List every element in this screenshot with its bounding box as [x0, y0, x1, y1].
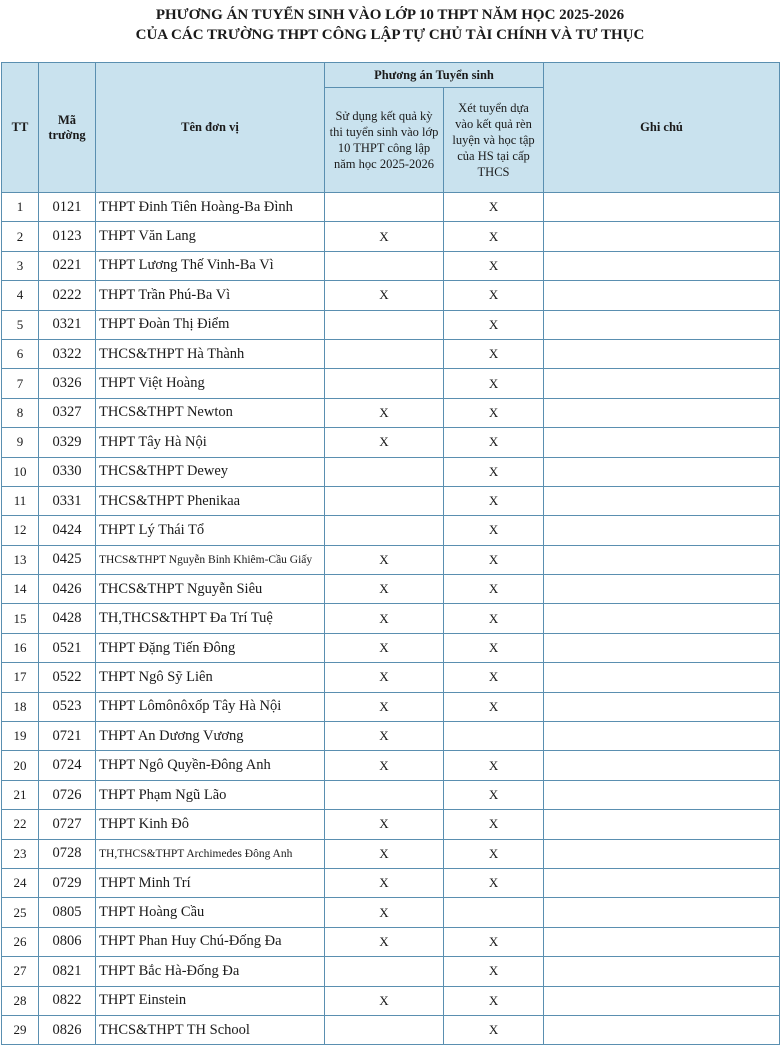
cell-ghi-chu — [544, 633, 780, 662]
table-row — [2, 369, 780, 398]
cell-xet-tuyen: X — [444, 545, 544, 574]
cell-ten-don-vi: THPT Lômônôxốp Tây Hà Nội — [96, 692, 325, 721]
cell-ten-don-vi: THCS&THPT TH School — [96, 1015, 325, 1044]
table-row — [2, 428, 780, 457]
cell-ma-truong: 0327 — [39, 398, 96, 427]
cell-su-dung-ket-qua-thi: X — [325, 604, 444, 633]
table-row — [2, 751, 780, 780]
header-phuong-an: Phương án Tuyển sinh — [325, 63, 544, 88]
cell-ten-don-vi: THPT Ngô Quyền-Đông Anh — [96, 751, 325, 780]
cell-ma-truong: 0428 — [39, 604, 96, 633]
cell-ten-don-vi: THPT Đinh Tiên Hoàng-Ba Đình — [96, 193, 325, 222]
cell-tt: 18 — [2, 692, 39, 721]
cell-su-dung-ket-qua-thi — [325, 780, 444, 809]
cell-su-dung-ket-qua-thi: X — [325, 751, 444, 780]
cell-su-dung-ket-qua-thi — [325, 310, 444, 339]
table-row — [2, 663, 780, 692]
cell-ma-truong: 0522 — [39, 663, 96, 692]
cell-su-dung-ket-qua-thi: X — [325, 398, 444, 427]
cell-su-dung-ket-qua-thi: X — [325, 927, 444, 956]
table-row — [2, 986, 780, 1015]
cell-xet-tuyen: X — [444, 868, 544, 897]
cell-ghi-chu — [544, 604, 780, 633]
cell-su-dung-ket-qua-thi — [325, 369, 444, 398]
cell-tt: 8 — [2, 398, 39, 427]
cell-tt: 14 — [2, 575, 39, 604]
cell-ten-don-vi: THPT Bắc Hà-Đống Đa — [96, 957, 325, 986]
header-tt: TT — [2, 63, 39, 193]
cell-su-dung-ket-qua-thi: X — [325, 692, 444, 721]
cell-ma-truong: 0222 — [39, 281, 96, 310]
table-row — [2, 339, 780, 368]
cell-ma-truong: 0123 — [39, 222, 96, 251]
cell-ten-don-vi: THCS&THPT Nguyễn Bỉnh Khiêm-Cầu Giấy — [96, 545, 325, 574]
cell-ten-don-vi: THPT Ngô Sỹ Liên — [96, 663, 325, 692]
cell-ghi-chu — [544, 222, 780, 251]
cell-tt: 28 — [2, 986, 39, 1015]
cell-tt: 1 — [2, 193, 39, 222]
cell-ma-truong: 0321 — [39, 310, 96, 339]
cell-ma-truong: 0805 — [39, 898, 96, 927]
cell-ma-truong: 0426 — [39, 575, 96, 604]
cell-tt: 19 — [2, 722, 39, 751]
cell-xet-tuyen: X — [444, 398, 544, 427]
cell-xet-tuyen: X — [444, 575, 544, 604]
cell-ghi-chu — [544, 986, 780, 1015]
cell-ma-truong: 0121 — [39, 193, 96, 222]
table-row — [2, 281, 780, 310]
table-row — [2, 692, 780, 721]
cell-ghi-chu — [544, 780, 780, 809]
cell-ma-truong: 0523 — [39, 692, 96, 721]
table-body — [2, 193, 780, 1045]
cell-ten-don-vi: THPT Kinh Đô — [96, 810, 325, 839]
cell-ghi-chu — [544, 251, 780, 280]
cell-ma-truong: 0724 — [39, 751, 96, 780]
cell-su-dung-ket-qua-thi: X — [325, 633, 444, 662]
cell-ma-truong: 0329 — [39, 428, 96, 457]
cell-su-dung-ket-qua-thi: X — [325, 545, 444, 574]
cell-xet-tuyen: X — [444, 428, 544, 457]
cell-su-dung-ket-qua-thi: X — [325, 222, 444, 251]
cell-su-dung-ket-qua-thi — [325, 516, 444, 545]
cell-ghi-chu — [544, 486, 780, 515]
cell-ghi-chu — [544, 927, 780, 956]
document-title-line-2: CỦA CÁC TRƯỜNG THPT CÔNG LẬP TỰ CHỦ TÀI CHÍNH VÀ TƯ THỤC — [135, 27, 645, 43]
cell-ten-don-vi: THPT Trần Phú-Ba Vì — [96, 281, 325, 310]
cell-xet-tuyen — [444, 722, 544, 751]
cell-ten-don-vi: THPT Việt Hoàng — [96, 369, 325, 398]
table-row — [2, 222, 780, 251]
table-row — [2, 486, 780, 515]
table-row — [2, 810, 780, 839]
cell-ten-don-vi: THCS&THPT Dewey — [96, 457, 325, 486]
cell-su-dung-ket-qua-thi: X — [325, 839, 444, 868]
cell-tt: 23 — [2, 839, 39, 868]
cell-ten-don-vi: TH,THCS&THPT Archimedes Đông Anh — [96, 839, 325, 868]
cell-tt: 2 — [2, 222, 39, 251]
cell-tt: 25 — [2, 898, 39, 927]
cell-su-dung-ket-qua-thi: X — [325, 810, 444, 839]
cell-ten-don-vi: THCS&THPT Newton — [96, 398, 325, 427]
cell-xet-tuyen: X — [444, 1015, 544, 1044]
cell-ma-truong: 0330 — [39, 457, 96, 486]
cell-su-dung-ket-qua-thi: X — [325, 986, 444, 1015]
cell-xet-tuyen: X — [444, 751, 544, 780]
cell-ten-don-vi: THPT Minh Trí — [96, 868, 325, 897]
cell-ma-truong: 0331 — [39, 486, 96, 515]
cell-ten-don-vi: THPT Lương Thế Vinh-Ba Vì — [96, 251, 325, 280]
table-row — [2, 545, 780, 574]
cell-ghi-chu — [544, 1015, 780, 1044]
cell-ma-truong: 0821 — [39, 957, 96, 986]
table-row — [2, 839, 780, 868]
cell-tt: 16 — [2, 633, 39, 662]
cell-tt: 4 — [2, 281, 39, 310]
cell-ghi-chu — [544, 281, 780, 310]
cell-xet-tuyen: X — [444, 222, 544, 251]
cell-ghi-chu — [544, 810, 780, 839]
cell-ghi-chu — [544, 428, 780, 457]
cell-tt: 27 — [2, 957, 39, 986]
cell-tt: 17 — [2, 663, 39, 692]
cell-su-dung-ket-qua-thi — [325, 193, 444, 222]
cell-ma-truong: 0425 — [39, 545, 96, 574]
cell-ten-don-vi: THPT Hoàng Cầu — [96, 898, 325, 927]
cell-ma-truong: 0726 — [39, 780, 96, 809]
cell-xet-tuyen: X — [444, 692, 544, 721]
cell-tt: 11 — [2, 486, 39, 515]
cell-tt: 24 — [2, 868, 39, 897]
cell-tt: 3 — [2, 251, 39, 280]
cell-ghi-chu — [544, 663, 780, 692]
cell-ten-don-vi: TH,THCS&THPT Đa Trí Tuệ — [96, 604, 325, 633]
cell-ma-truong: 0727 — [39, 810, 96, 839]
cell-ghi-chu — [544, 898, 780, 927]
cell-tt: 6 — [2, 339, 39, 368]
cell-su-dung-ket-qua-thi — [325, 339, 444, 368]
cell-ten-don-vi: THPT Einstein — [96, 986, 325, 1015]
cell-tt: 12 — [2, 516, 39, 545]
cell-ma-truong: 0721 — [39, 722, 96, 751]
cell-ma-truong: 0826 — [39, 1015, 96, 1044]
cell-su-dung-ket-qua-thi — [325, 957, 444, 986]
table-row — [2, 251, 780, 280]
table-row — [2, 604, 780, 633]
cell-ma-truong: 0221 — [39, 251, 96, 280]
cell-xet-tuyen — [444, 898, 544, 927]
cell-ma-truong: 0326 — [39, 369, 96, 398]
cell-ten-don-vi: THPT Đặng Tiến Đông — [96, 633, 325, 662]
cell-ghi-chu — [544, 457, 780, 486]
cell-ghi-chu — [544, 957, 780, 986]
cell-xet-tuyen: X — [444, 633, 544, 662]
table-row — [2, 957, 780, 986]
cell-xet-tuyen: X — [444, 810, 544, 839]
cell-ten-don-vi: THPT Lý Thái Tổ — [96, 516, 325, 545]
cell-ghi-chu — [544, 398, 780, 427]
cell-ten-don-vi: THCS&THPT Nguyễn Siêu — [96, 575, 325, 604]
cell-su-dung-ket-qua-thi: X — [325, 428, 444, 457]
cell-tt: 7 — [2, 369, 39, 398]
cell-ma-truong: 0729 — [39, 868, 96, 897]
admissions-table — [1, 62, 780, 1045]
header-ma-truong: Mã trường — [39, 63, 96, 193]
table-row — [2, 457, 780, 486]
cell-ten-don-vi: THPT An Dương Vương — [96, 722, 325, 751]
cell-xet-tuyen: X — [444, 281, 544, 310]
cell-ghi-chu — [544, 839, 780, 868]
cell-su-dung-ket-qua-thi: X — [325, 663, 444, 692]
cell-ma-truong: 0822 — [39, 986, 96, 1015]
table-row — [2, 633, 780, 662]
cell-xet-tuyen: X — [444, 986, 544, 1015]
cell-su-dung-ket-qua-thi — [325, 251, 444, 280]
cell-tt: 9 — [2, 428, 39, 457]
cell-tt: 15 — [2, 604, 39, 633]
cell-ghi-chu — [544, 193, 780, 222]
cell-ten-don-vi: THCS&THPT Hà Thành — [96, 339, 325, 368]
cell-su-dung-ket-qua-thi: X — [325, 898, 444, 927]
cell-ghi-chu — [544, 339, 780, 368]
cell-ten-don-vi: THCS&THPT Phenikaa — [96, 486, 325, 515]
cell-su-dung-ket-qua-thi — [325, 457, 444, 486]
cell-ma-truong: 0322 — [39, 339, 96, 368]
header-xet-tuyen: Xét tuyển dựa vào kết quả rèn luyện và học tập của HS tại cấp THCS — [444, 88, 544, 193]
table-row — [2, 1015, 780, 1044]
cell-ghi-chu — [544, 575, 780, 604]
cell-su-dung-ket-qua-thi: X — [325, 868, 444, 897]
header-ten-don-vi: Tên đơn vị — [96, 63, 325, 193]
cell-ghi-chu — [544, 722, 780, 751]
cell-xet-tuyen: X — [444, 193, 544, 222]
cell-tt: 21 — [2, 780, 39, 809]
cell-xet-tuyen: X — [444, 251, 544, 280]
cell-ten-don-vi: THPT Đoàn Thị Điểm — [96, 310, 325, 339]
cell-ma-truong: 0424 — [39, 516, 96, 545]
cell-su-dung-ket-qua-thi: X — [325, 575, 444, 604]
cell-xet-tuyen: X — [444, 663, 544, 692]
cell-xet-tuyen: X — [444, 369, 544, 398]
table-row — [2, 722, 780, 751]
table-row — [2, 575, 780, 604]
cell-ghi-chu — [544, 310, 780, 339]
cell-ghi-chu — [544, 751, 780, 780]
document-title-line-1: PHƯƠNG ÁN TUYỂN SINH VÀO LỚP 10 THPT NĂM HỌC 2025-2026 — [155, 7, 625, 23]
cell-ma-truong: 0806 — [39, 927, 96, 956]
header-su-dung-ket-qua-thi: Sử dụng kết quả kỳ thi tuyển sinh vào lớp 10 THPT công lập năm học 2025-2026 — [325, 88, 444, 193]
cell-xet-tuyen: X — [444, 310, 544, 339]
cell-tt: 13 — [2, 545, 39, 574]
cell-ten-don-vi: THPT Tây Hà Nội — [96, 428, 325, 457]
cell-ten-don-vi: THPT Phạm Ngũ Lão — [96, 780, 325, 809]
cell-xet-tuyen: X — [444, 957, 544, 986]
header-ghi-chu: Ghi chú — [544, 63, 780, 193]
table-header — [2, 63, 780, 193]
cell-su-dung-ket-qua-thi — [325, 1015, 444, 1044]
table-row — [2, 516, 780, 545]
table-row — [2, 398, 780, 427]
cell-xet-tuyen: X — [444, 839, 544, 868]
cell-xet-tuyen: X — [444, 780, 544, 809]
table-row — [2, 193, 780, 222]
cell-ghi-chu — [544, 516, 780, 545]
cell-tt: 26 — [2, 927, 39, 956]
cell-xet-tuyen: X — [444, 486, 544, 515]
cell-ghi-chu — [544, 868, 780, 897]
table-row — [2, 927, 780, 956]
cell-xet-tuyen: X — [444, 457, 544, 486]
cell-su-dung-ket-qua-thi: X — [325, 281, 444, 310]
table-row — [2, 780, 780, 809]
cell-xet-tuyen: X — [444, 927, 544, 956]
cell-tt: 10 — [2, 457, 39, 486]
cell-xet-tuyen: X — [444, 604, 544, 633]
cell-ten-don-vi: THPT Phan Huy Chú-Đống Đa — [96, 927, 325, 956]
cell-tt: 20 — [2, 751, 39, 780]
cell-tt: 29 — [2, 1015, 39, 1044]
cell-tt: 5 — [2, 310, 39, 339]
cell-ghi-chu — [544, 692, 780, 721]
cell-xet-tuyen: X — [444, 339, 544, 368]
cell-ma-truong: 0728 — [39, 839, 96, 868]
cell-ma-truong: 0521 — [39, 633, 96, 662]
cell-xet-tuyen: X — [444, 516, 544, 545]
cell-ghi-chu — [544, 545, 780, 574]
cell-ghi-chu — [544, 369, 780, 398]
table-row — [2, 310, 780, 339]
table-row — [2, 898, 780, 927]
cell-tt: 22 — [2, 810, 39, 839]
cell-su-dung-ket-qua-thi: X — [325, 722, 444, 751]
table-row — [2, 868, 780, 897]
cell-ten-don-vi: THPT Văn Lang — [96, 222, 325, 251]
cell-su-dung-ket-qua-thi — [325, 486, 444, 515]
